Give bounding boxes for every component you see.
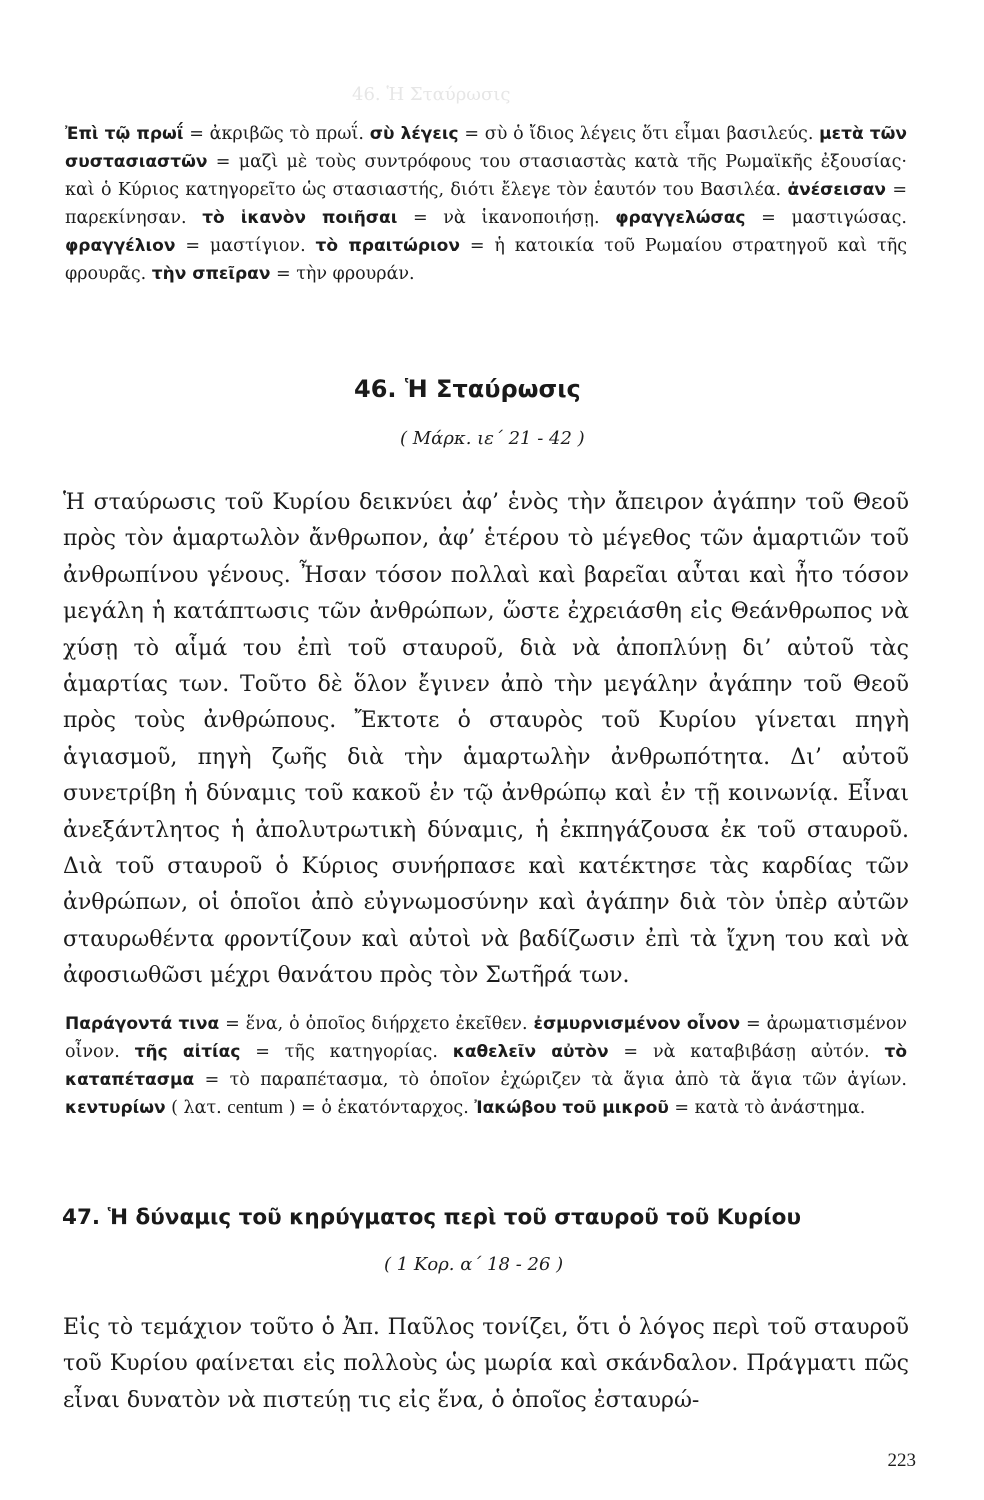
gloss-definition: = κατὰ τὸ ἀνάστημα. (668, 1098, 866, 1118)
bleed-through-text: 46. Ἡ Σταύρωσις (352, 84, 511, 105)
section-46-title: 46. Ἡ Σταύρωσις (354, 375, 581, 403)
gloss-definition: = παρεκίνησαν. (65, 180, 907, 228)
gloss-definition: = τὴν φρουράν. (270, 264, 415, 284)
gloss-term: τὸ ἱκανὸν ποιῆσαι (202, 208, 398, 228)
gloss-term: Ἰακώβου τοῦ μικροῦ (474, 1098, 669, 1118)
gloss-term: καθελεῖν αὐτὸν (452, 1042, 609, 1062)
gloss-term: Ἐπὶ τῷ πρωΐ (65, 124, 184, 144)
gloss-term: Παράγοντά τινα (65, 1014, 220, 1034)
glossary-notes-46 (65, 1010, 907, 1122)
gloss-term: τῆς αἰτίας (134, 1042, 241, 1062)
gloss-definition: = ἕνα, ὁ ὁποῖος διήρχετο ἐκεῖθεν. (219, 1014, 534, 1034)
gloss-term: ἀνέσεισαν (787, 180, 886, 200)
gloss-definition: ( λατ. (165, 1098, 228, 1118)
section-47-reference: ( 1 Κορ. α΄ 18 - 26 ) (384, 1254, 564, 1275)
gloss-term: φραγγελώσας (615, 208, 746, 228)
section-47-title: 47. Ἡ δύναμις τοῦ κηρύγματος περὶ τοῦ σταυροῦ τοῦ Κυρίου (62, 1205, 801, 1230)
gloss-definition: = ἡ κατοικία τοῦ Ρωμαίου στρατηγοῦ καὶ τῆς φρουρᾶς. (65, 236, 908, 284)
gloss-definition: = μαζὶ μὲ τοὺς συντρόφους του στασιαστὰς κατὰ τῆς Ρωμαϊκῆς ἐξουσίας· καὶ ὁ Κύριος κατηγορεῖτο ὡς στασιαστής, διότι ἔλεγε τὸν ἑαυτόν του Βασιλέα. (65, 152, 907, 200)
gloss-term: κεντυρίων (65, 1098, 166, 1118)
gloss-definition: = νὰ ἱκανοποιήσῃ. (397, 208, 616, 228)
gloss-term: μετὰ τῶν συστασιαστῶν (65, 124, 907, 172)
gloss-latin-word: centum (227, 1097, 284, 1118)
gloss-term: σὺ λέγεις (369, 124, 459, 144)
gloss-definition: = τὸ παραπέτασμα, τὸ ὁποῖον ἐχώριζεν τὰ ἅγια ἀπὸ τὰ ἅγια τῶν ἁγίων. (194, 1070, 907, 1090)
gloss-definition: = μαστιγώσας. (745, 208, 907, 228)
gloss-definition: = ἀρωματισμένον οἶνον. (65, 1014, 907, 1062)
page-number: 223 (887, 1450, 916, 1471)
gloss-definition: = σὺ ὁ ἴδιος λέγεις ὅτι εἶμαι βασιλεύς. (458, 124, 820, 144)
gloss-term: ἐσμυρνισμένον οἶνον (533, 1014, 741, 1034)
gloss-definition: = μαστίγιον. (175, 236, 316, 256)
gloss-definition: = τῆς κατηγορίας. (240, 1042, 453, 1062)
gloss-term: τὸ καταπέτασμα (65, 1042, 907, 1090)
section-46-reference: ( Μάρκ. ιε΄ 21 - 42 ) (400, 428, 585, 449)
section-46-body: Ἡ σταύρωσις τοῦ Κυρίου δεικνύει ἀφ’ ἑνὸς τὴν ἄπειρον ἀγάπην τοῦ Θεοῦ πρὸς τὸν ἁμαρτωλὸν ἄνθρωπον, ἀφ’ ἑτέρου τὸ μέγεθος τῶν ἁμαρτιῶν τοῦ ἀνθρωπίνου γένους. Ἦσαν τόσον πολλαὶ καὶ βαρεῖαι αὗται καὶ ἦτο τόσον μεγάλη ἡ κατάπτωσις τῶν ἀνθρώπων, ὥστε ἐχρειάσθη εἰς Θεάνθρωπος νὰ χύσῃ τὸ αἷμά του ἐπὶ τοῦ σταυροῦ, διὰ νὰ ἀποπλύνῃ δι’ αὐτοῦ τὰς ἁμαρτίας των. Τοῦτο δὲ ὅλον ἔγινεν ἀπὸ τὴν μεγάλην ἀγάπην τοῦ Θεοῦ πρὸς τοὺς ἀνθρώπους. Ἔκτοτε ὁ σταυρὸς τοῦ Κυρίου γίνεται πηγὴ ἁγιασμοῦ, πηγὴ ζωῆς διὰ τὴν ἁμαρτωλὴν ἀνθρωπότητα. Δι’ αὐτοῦ συνετρίβη ἡ δύναμις τοῦ κακοῦ ἐν τῷ ἀνθρώπῳ καὶ ἐν τῇ κοινωνίᾳ. Εἶναι ἀνεξάντλητος ἡ ἀπολυτρωτικὴ δύναμις, ἡ ἐκπηγάζουσα ἐκ τοῦ σταυροῦ. Διὰ τοῦ σταυροῦ ὁ Κύριος συνήρπασε καὶ κατέκτησε τὰς καρδίας τῶν ἀνθρώπων, οἱ ὁποῖοι ἀπὸ εὐγνωμοσύνην καὶ ἀγάπην διὰ τὸν ὑπὲρ αὐτῶν σταυρωθέντα φροντίζουν καὶ αὐτοὶ νὰ βαδίζωσιν ἐπὶ τὰ ἴχνη του καὶ νὰ ἀφοσιωθῶσι μέχρι θανάτου πρὸς τὸν Σωτῆρά των. (63, 490, 909, 989)
section-47-body: Εἰς τὸ τεμάχιον τοῦτο ὁ Ἀπ. Παῦλος τονίζει, ὅτι ὁ λόγος περὶ τοῦ σταυροῦ τοῦ Κυρίου φαίνεται εἰς πολλοὺς ὡς μωρία καὶ σκάνδαλον. Πράγματι πῶς εἶναι δυνατὸν νὰ πιστεύῃ τις εἰς ἕνα, ὁ ὁποῖος ἐσταυρώ- (63, 1315, 909, 1413)
gloss-term: τὴν σπεῖραν (151, 264, 271, 284)
gloss-term: τὸ πραιτώριον (315, 236, 460, 256)
glossary-notes-45 (65, 120, 907, 288)
gloss-term: φραγγέλιον (65, 236, 176, 256)
gloss-definition: = νὰ καταβιβάσῃ αὐτόν. (608, 1042, 885, 1062)
gloss-definition: ) = ὁ ἑκατόνταρχος. (283, 1098, 475, 1118)
gloss-definition: = ἀκριβῶς τὸ πρωΐ. (183, 124, 370, 144)
